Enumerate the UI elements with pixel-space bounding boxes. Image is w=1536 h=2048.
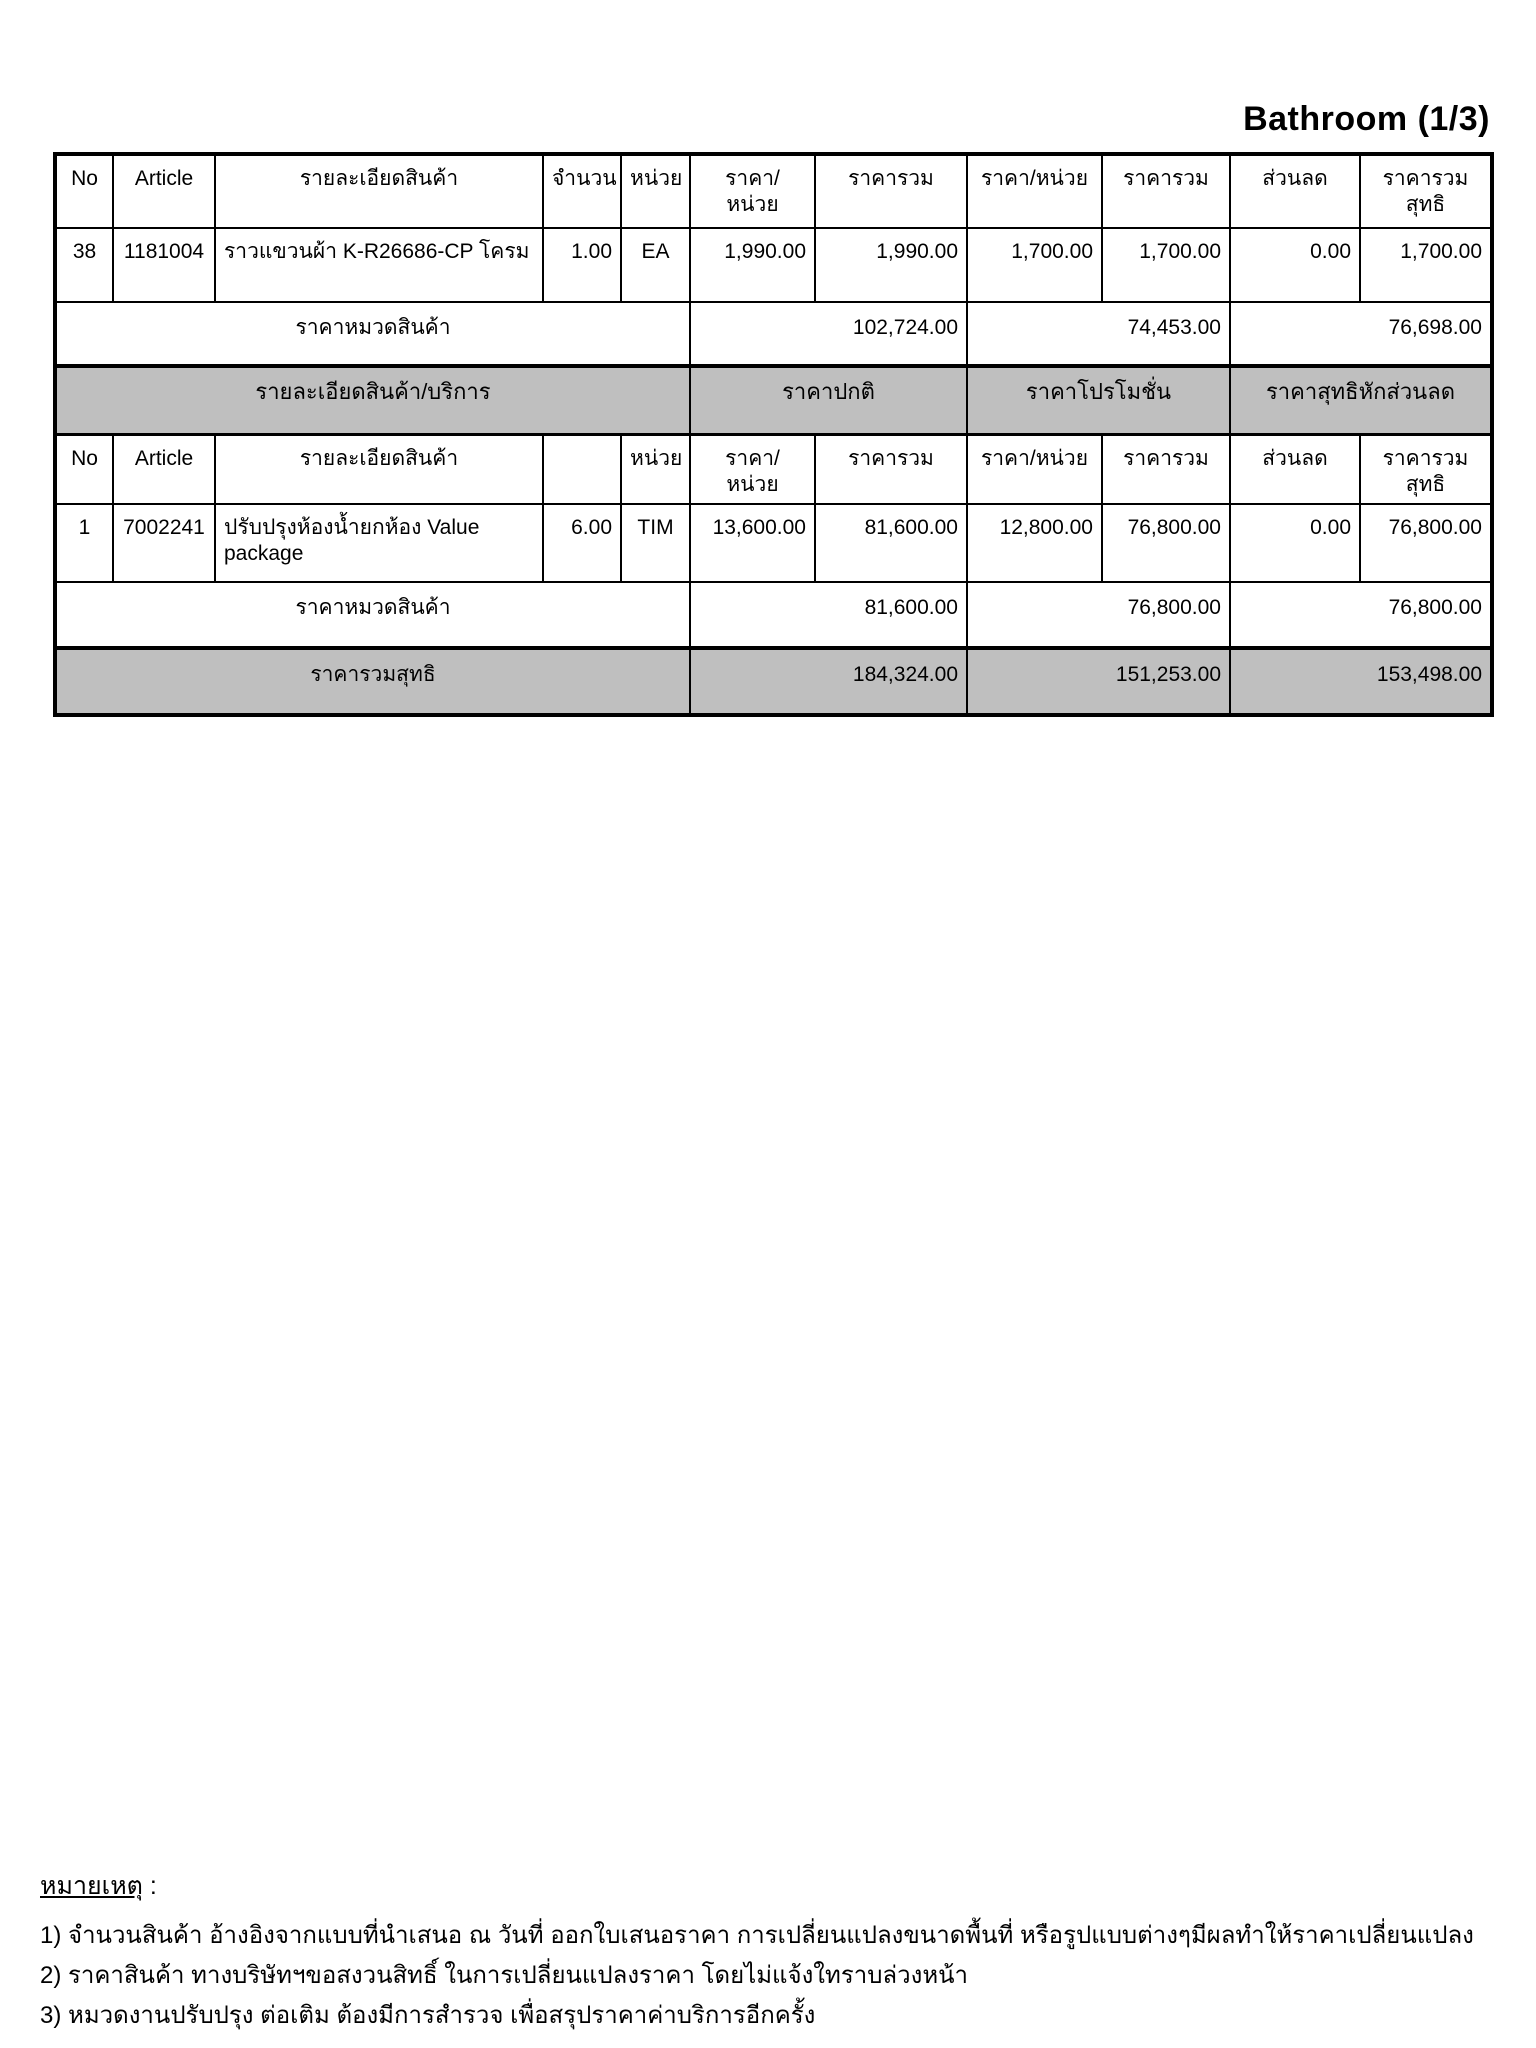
cell-promo-unit-price: 12,800.00 [967,504,1102,582]
cell-net-total: 76,800.00 [1360,504,1492,582]
note-item-3: 3) หมวดงานปรับปรุง ต่อเติม ต้องมีการสำรวจ เพื่อสรุปราคาค่าบริการอีกครั้ง [40,2002,816,2029]
col-header-total-price: ราคารวม [815,434,967,504]
cell-total-price: 81,600.00 [815,504,967,582]
cell-quantity: 6.00 [543,504,621,582]
cell-article: 7002241 [113,504,215,582]
grand-total-row [55,648,1492,715]
band-description: รายละเอียดสินค้า/บริการ [55,366,690,434]
col-header-quantity: จำนวน [543,154,621,228]
col-header-promo-total: ราคารวม [1102,434,1230,504]
subtotal-promo: 76,800.00 [967,582,1230,648]
notes-heading-colon: : [142,1872,157,1900]
col-header-net-total: ราคารวมสุทธิ [1360,154,1492,228]
cell-unit: TIM [621,504,690,582]
col-header-blank [543,434,621,504]
subtotal-label: ราคาหมวดสินค้า [55,582,690,648]
grand-total-label: ราคารวมสุทธิ [55,648,690,715]
band-promo-price: ราคาโปรโมชั่น [967,366,1230,434]
col-header-description: รายละเอียดสินค้า [215,154,543,228]
note-item-1: 1) จำนวนสินค้า อ้างอิงจากแบบที่นำเสนอ ณ วันที่ ออกใบเสนอราคา การเปลี่ยนแปลงขนาดพื้นที่ หรือรูปแบบต่างๆมีผลทำให้ราคาเปลี่ยนแปลง [40,1922,1474,1949]
col-header-no: No [55,154,113,228]
col-header-unit-price: ราคา/หน่วย [690,154,815,228]
subtotal-net: 76,800.00 [1230,582,1492,648]
cell-unit-price: 13,600.00 [690,504,815,582]
subtotal-net: 76,698.00 [1230,302,1492,366]
section1-header-row [55,154,1492,228]
cell-quantity: 1.00 [543,228,621,302]
col-header-promo-unit-price: ราคา/หน่วย [967,434,1102,504]
cell-no: 1 [55,504,113,582]
cell-discount: 0.00 [1230,504,1360,582]
grand-total-promo: 151,253.00 [967,648,1230,715]
col-header-article: Article [113,434,215,504]
note-item-2: 2) ราคาสินค้า ทางบริษัทฯขอสงวนสิทธิ์ ในการเปลี่ยนแปลงราคา โดยไม่แจ้งใทราบล่วงหน้า [40,1962,969,1989]
col-header-discount: ส่วนลด [1230,434,1360,504]
col-header-unit: หน่วย [621,434,690,504]
col-header-net-total: ราคารวมสุทธิ [1360,434,1492,504]
table-row [55,228,1492,302]
page-title: Bathroom (1/3) [1243,100,1490,138]
grand-total-normal: 184,324.00 [690,648,967,715]
cell-net-total: 1,700.00 [1360,228,1492,302]
quotation-table [53,152,1494,717]
cell-promo-unit-price: 1,700.00 [967,228,1102,302]
table-row [55,504,1492,582]
subtotal-label: ราคาหมวดสินค้า [55,302,690,366]
section2-band-row [55,366,1492,434]
notes-heading-text: หมายเหตุ [40,1872,143,1900]
col-header-total-price: ราคารวม [815,154,967,228]
band-normal-price: ราคาปกติ [690,366,967,434]
col-header-article: Article [113,154,215,228]
col-header-discount: ส่วนลด [1230,154,1360,228]
cell-description: ปรับปรุงห้องน้ำยกห้อง Value package [215,504,543,582]
cell-unit: EA [621,228,690,302]
cell-description: ราวแขวนผ้า K-R26686-CP โครม [215,228,543,302]
subtotal-normal: 81,600.00 [690,582,967,648]
cell-unit-price: 1,990.00 [690,228,815,302]
subtotal-promo: 74,453.00 [967,302,1230,366]
col-header-unit-price: ราคา/หน่วย [690,434,815,504]
cell-article: 1181004 [113,228,215,302]
col-header-promo-total: ราคารวม [1102,154,1230,228]
section1-subtotal-row [55,302,1492,366]
col-header-description: รายละเอียดสินค้า [215,434,543,504]
notes-section [40,1866,1474,2036]
grand-total-net: 153,498.00 [1230,648,1492,715]
band-net-price: ราคาสุทธิหักส่วนลด [1230,366,1492,434]
col-header-promo-unit-price: ราคา/หน่วย [967,154,1102,228]
cell-promo-total: 1,700.00 [1102,228,1230,302]
section2-subtotal-row [55,582,1492,648]
col-header-unit: หน่วย [621,154,690,228]
cell-total-price: 1,990.00 [815,228,967,302]
section2-header-row [55,434,1492,504]
cell-no: 38 [55,228,113,302]
cell-discount: 0.00 [1230,228,1360,302]
notes-heading [40,1866,1474,1906]
cell-promo-total: 76,800.00 [1102,504,1230,582]
subtotal-normal: 102,724.00 [690,302,967,366]
col-header-no: No [55,434,113,504]
